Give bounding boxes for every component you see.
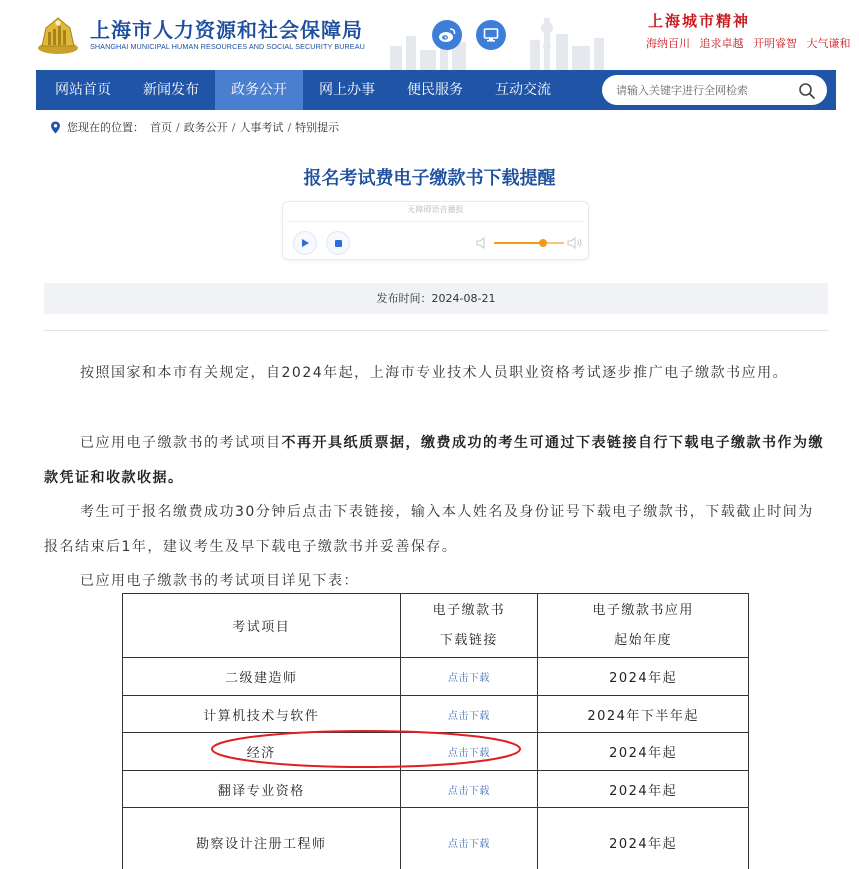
table-header-download-link [400, 594, 538, 658]
nav-item-government-affairs[interactable]: 政务公开 [215, 70, 303, 110]
nav-item-public-services[interactable]: 便民服务 [407, 82, 463, 98]
breadcrumb [50, 119, 339, 135]
breadcrumb-special-notice[interactable]: 特别提示 [295, 121, 340, 134]
table-row [123, 808, 749, 869]
site-name-english: SHANGHAI MUNICIPAL HUMAN RESOURCES AND SOCIAL SECURITY BUREAU [90, 42, 365, 51]
site-header [0, 0, 859, 70]
publish-date-bar [44, 283, 828, 314]
breadcrumb-personnel-exam[interactable]: 人事考试 [239, 121, 284, 134]
player-label: 无障碍语音播报 [407, 205, 464, 214]
nav-item-news[interactable]: 新闻发布 [143, 82, 199, 98]
nav-item-interaction[interactable]: 互动交流 [495, 82, 551, 98]
start-year: 2024年起 [538, 771, 749, 808]
play-icon [300, 238, 310, 248]
table-row [123, 733, 749, 771]
breadcrumb-separator: / [287, 120, 292, 134]
volume-fill [494, 242, 544, 244]
exam-table [122, 593, 749, 869]
volume-slider-handle[interactable] [539, 239, 547, 247]
exam-name: 经济 [123, 733, 401, 771]
exam-name: 计算机技术与软件 [123, 696, 401, 733]
paragraph-intro: 按照国家和本市有关规定，自2024年起，上海市专业技术人员职业资格考试逐步推广电子缴款书应用。 [80, 365, 789, 381]
city-spirit-words: 海纳百川 追求卓越 开明睿智 大气谦和 [646, 37, 851, 50]
stop-icon [334, 239, 343, 248]
nav-item-home[interactable]: 网站首页 [55, 82, 111, 98]
table-row [123, 696, 749, 733]
paragraph-no-paper-receipt-lead: 已应用电子缴款书的考试项目 [80, 435, 282, 451]
breadcrumb-government-affairs[interactable]: 政务公开 [183, 121, 228, 134]
divider [44, 330, 828, 331]
exam-name: 勘察设计注册工程师 [123, 808, 401, 869]
search-icon[interactable] [798, 82, 816, 100]
breadcrumb-separator: / [176, 120, 180, 134]
exam-name: 二级建造师 [123, 658, 401, 696]
city-spirit-title: 上海城市精神 [648, 12, 751, 30]
paragraph-no-paper-receipt-emphasis: 不再开具纸质票据，缴费成功的考生可通过下表链接自行下载电子缴款书作为缴款凭证和收款收据。 [44, 435, 824, 486]
table-header-exam: 考试项目 [123, 594, 401, 658]
site-name[interactable]: 上海市人力资源和社会保障局 [90, 18, 363, 42]
desktop-version-button[interactable] [476, 20, 506, 50]
start-year: 2024年起 [538, 658, 749, 696]
paragraph-download-instructions: 考生可于报名缴费成功30分钟后点击下表链接，输入本人姓名及身份证号下载电子缴款书，下载截止时间为报名结束后1年，建议考生及早下载电子缴款书并妥善保存。 [44, 504, 814, 555]
download-link[interactable]: 点击下载 [400, 696, 538, 733]
paragraph-no-paper-receipt [44, 426, 829, 496]
start-year: 2024年下半年起 [538, 696, 749, 733]
article-title: 报名考试费电子缴款书下载提醒 [303, 168, 556, 189]
table-row [123, 771, 749, 808]
start-year: 2024年起 [538, 733, 749, 771]
breadcrumb-home[interactable]: 首页 [150, 121, 172, 134]
start-year: 2024年起 [538, 808, 749, 869]
publish-label: 发布时间： [376, 292, 432, 305]
main-nav [36, 70, 836, 110]
table-header-row [123, 594, 749, 658]
play-button[interactable] [293, 231, 317, 255]
nav-item-online-services[interactable]: 网上办事 [319, 82, 375, 98]
table-header-download-link-line2: 下载链接 [439, 632, 498, 648]
location-pin-icon [50, 121, 61, 134]
publish-date: 2024-08-21 [431, 292, 496, 305]
stop-button[interactable] [326, 231, 350, 255]
audio-player [282, 201, 589, 260]
volume-high-icon [567, 236, 583, 250]
search-box [602, 75, 827, 105]
bureau-emblem-icon[interactable] [36, 12, 80, 56]
search-input[interactable] [616, 75, 791, 105]
weibo-button[interactable] [432, 20, 462, 50]
paragraph-table-intro: 已应用电子缴款书的考试项目详见下表： [80, 573, 359, 589]
table-header-start-year-line1: 电子缴款书应用 [592, 602, 694, 618]
table-header-download-link-line1: 电子缴款书 [432, 602, 506, 618]
breadcrumb-label: 您现在的位置： [67, 121, 144, 134]
download-link[interactable]: 点击下载 [400, 733, 538, 771]
download-link[interactable]: 点击下载 [400, 658, 538, 696]
breadcrumb-separator: / [231, 120, 236, 134]
exam-name: 翻译专业资格 [123, 771, 401, 808]
weibo-icon [438, 27, 456, 43]
volume-low-icon [476, 236, 488, 250]
download-link[interactable]: 点击下载 [400, 808, 538, 869]
player-divider [287, 221, 584, 222]
table-row [123, 658, 749, 696]
download-link[interactable]: 点击下载 [400, 771, 538, 808]
table-header-start-year-line2: 起始年度 [614, 632, 673, 648]
table-header-start-year [538, 594, 749, 658]
desktop-icon [483, 27, 499, 43]
